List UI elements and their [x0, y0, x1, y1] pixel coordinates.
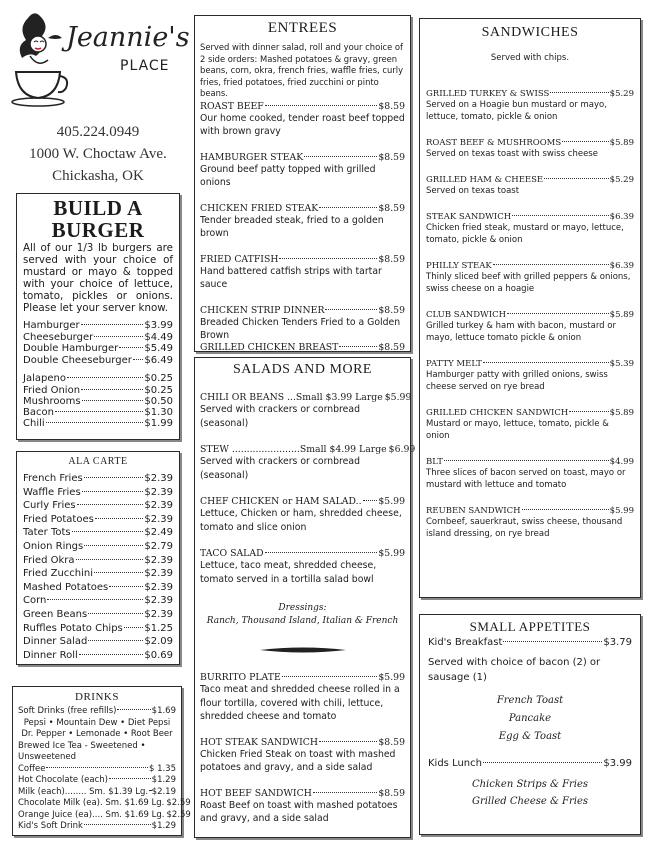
ala-carte-box — [16, 451, 180, 665]
menu-item-row — [23, 554, 173, 568]
salads-box — [194, 357, 416, 838]
menu-item-price: $2.49 — [144, 527, 173, 539]
menu-item-row — [18, 798, 191, 810]
drink-item — [18, 809, 191, 822]
lunch-options — [428, 776, 632, 810]
addon-item — [23, 418, 173, 429]
menu-item-price: $5.29 — [609, 175, 634, 185]
menu-item-name: STEW .......................Small $4.99 Large — [200, 444, 387, 455]
menu-item-name: HOT STEAK SANDWICH — [200, 736, 318, 748]
menu-item-description: Served with crackers or cornbread (seasonal) — [200, 456, 360, 481]
phone-number: 405.224.0949 — [56, 124, 140, 140]
menu-item-name: Dinner Salad — [23, 636, 88, 648]
menu-item-row — [200, 496, 405, 507]
menu-item-row — [23, 513, 173, 527]
menu-item-row — [23, 385, 173, 396]
menu-item-name: Onion Rings — [23, 540, 84, 552]
menu-item-description: Thinly sliced beef with grilled peppers & onions, swiss cheese on a hoagie — [426, 272, 631, 294]
menu-item-row — [23, 373, 173, 384]
ala-carte-item — [23, 594, 173, 608]
ala-carte-item — [23, 499, 173, 513]
menu-item-row — [426, 175, 634, 185]
sandwich-item — [426, 457, 634, 491]
menu-item-price: $2.59 — [166, 809, 191, 820]
breakfast-option: French Toast — [496, 695, 564, 706]
salads-list-2 — [200, 672, 405, 826]
menu-item-name: PHILLY STEAK — [426, 261, 492, 271]
drink-item — [18, 787, 176, 799]
lunch-option: Chicken Strips & Fries — [471, 779, 589, 790]
sandwich-item — [426, 359, 634, 393]
ala-carte-item — [23, 540, 173, 554]
menu-item-name: HAMBURGER STEAK — [200, 151, 304, 163]
menu-item-price: $4.49 — [144, 331, 173, 343]
menu-item-price: $2.39 — [144, 581, 173, 593]
menu-item-row — [18, 775, 176, 787]
menu-item-name: Double Cheeseburger — [23, 354, 132, 366]
menu-item-name: STEAK SANDWICH — [426, 212, 512, 222]
menu-item-price: $5.89 — [609, 408, 634, 418]
soft-drinks-list-2: Dr. Pepper • Lemonade • Root Beer — [21, 729, 173, 739]
menu-item-description: Hamburger patty with grilled onions, swiss cheese served on rye bread — [426, 370, 608, 392]
menu-item-name: ROAST BEEF & MUSHROOMS — [426, 138, 562, 148]
menu-item-row — [23, 418, 173, 429]
menu-item-description: Hand battered catfish strips with tartar sauce — [200, 265, 382, 290]
menu-item-row — [18, 787, 176, 799]
menu-item-name: Mushrooms — [23, 395, 81, 407]
menu-item-description: Chicken fried steak, mustard or mayo, lettuce, tomato, pickle & onion — [426, 223, 624, 245]
soft-drinks-price: $1.69 — [151, 706, 176, 716]
menu-item-price: $2.39 — [144, 486, 173, 498]
menu-item-name: Dinner Roll — [23, 649, 78, 661]
menu-item-description: Ground beef patty topped with grilled onions — [200, 163, 376, 188]
menu-item-name: Hamburger — [23, 320, 80, 331]
entrees-title: ENTREES — [267, 20, 338, 36]
menu-item-price: $0.25 — [144, 373, 173, 385]
ala-carte-item — [23, 554, 173, 568]
addon-item — [23, 396, 173, 407]
menu-item-price: $5.89 — [609, 310, 634, 320]
menu-item-price: $2.59 — [166, 798, 191, 808]
sandwich-item — [426, 408, 634, 442]
ala-carte-item — [23, 526, 173, 540]
ala-carte-list — [23, 472, 173, 662]
menu-item-price: $5.29 — [609, 89, 634, 99]
ala-carte-item — [23, 608, 173, 622]
menu-item-price: $2.39 — [144, 473, 173, 484]
entree-item — [200, 305, 405, 342]
build-title-line1: BUILD A — [53, 196, 143, 220]
menu-item-price: $0.69 — [144, 649, 173, 661]
ala-carte-item — [23, 486, 173, 500]
menu-item-name: Coffee — [18, 763, 46, 774]
menu-item-price: $8.59 — [378, 787, 405, 799]
salad-item — [200, 496, 405, 534]
addon-item — [23, 407, 173, 418]
menu-item-name: BURRITO PLATE — [200, 672, 281, 683]
menu-item-row — [23, 407, 173, 418]
menu-item-row — [23, 567, 173, 581]
ala-carte-item — [23, 472, 173, 486]
kids-lunch-row — [428, 758, 632, 769]
menu-item-price: $2.39 — [144, 595, 173, 607]
menu-item-price: $2.79 — [144, 540, 173, 552]
sandwich-item — [426, 506, 634, 540]
menu-item-price: $8.59 — [378, 304, 405, 316]
burger-item — [23, 355, 173, 367]
menu-item-row — [200, 203, 405, 214]
ala-carte-item — [23, 635, 173, 649]
menu-item-row — [426, 457, 634, 467]
menu-item-description: Mustard or mayo, lettuce, tomato, pickle & onion — [426, 419, 609, 441]
divider-ornament — [200, 639, 405, 658]
menu-item-row — [23, 635, 173, 649]
menu-item-row — [426, 138, 634, 148]
menu-item-row — [23, 396, 173, 407]
menu-item-price: $5.39 — [609, 359, 634, 369]
menu-item-price: $5.89 — [609, 138, 634, 148]
menu-item-description: Taco meat and shredded cheese rolled in a flour tortilla, covered with chili, lettuce, shredded cheese and tomato — [200, 684, 400, 722]
addon-item — [23, 385, 173, 396]
menu-item-row — [426, 506, 634, 516]
kids-breakfast-desc: Served with choice of bacon (2) or sausage (1) — [428, 657, 601, 683]
ala-carte-item — [23, 622, 173, 636]
menu-item-price: $2.39 — [144, 608, 173, 620]
menu-item-price: $5.99 — [378, 672, 405, 683]
menu-item-name: CHICKEN FRIED STEAK — [200, 202, 319, 214]
menu-item-price: $5.49 — [144, 343, 173, 355]
menu-item-name: Cheeseburger — [23, 331, 94, 343]
menu-item-name: Orange Juice (ea).... Sm. $1.69 Lg. — [18, 809, 165, 820]
menu-item-name: GRILLED HAM & CHEESE — [426, 175, 544, 185]
menu-item-price: $6.99 — [388, 444, 416, 455]
menu-item-price: $4.99 — [609, 457, 634, 467]
menu-item-description: Tender breaded steak, fried to a golden brown — [200, 214, 384, 239]
sandwich-item — [426, 261, 634, 295]
menu-item-description: Cornbeef, sauerkraut, swiss cheese, thousand island dressing, on rye bread — [426, 517, 623, 539]
menu-item-row — [426, 261, 634, 271]
entrees-box — [194, 15, 411, 352]
drinks-list — [18, 763, 191, 833]
plate-item — [200, 672, 405, 724]
tea-line: Brewed Ice Tea - Sweetened • Unsweetened — [18, 740, 146, 762]
kids-lunch-name: Kids Lunch — [428, 758, 482, 769]
sandwich-item — [426, 175, 634, 197]
menu-item-price: $6.39 — [609, 261, 634, 271]
menu-item-name: Kid's Soft Drink — [18, 821, 83, 831]
salad-item — [200, 444, 416, 482]
menu-item-row — [426, 408, 634, 418]
menu-item-description: Served on texas toast with swiss cheese — [426, 149, 598, 159]
menu-item-description: Lettuce, taco meat, shredded cheese, tomato served in a tortilla salad bowl — [200, 560, 377, 585]
ala-carte-item — [23, 649, 173, 663]
breakfast-option: Egg & Toast — [498, 731, 562, 742]
build-title-line2: BURGER — [51, 218, 145, 242]
menu-item-row — [23, 320, 173, 332]
menu-item-row — [200, 444, 416, 455]
menu-item-row — [23, 581, 173, 595]
entree-item — [200, 152, 405, 189]
menu-item-name: PATTY MELT — [426, 359, 482, 369]
menu-item-price: $1.29 — [151, 775, 176, 785]
burger-item — [23, 320, 173, 332]
salads-title: SALADS AND MORE — [233, 362, 372, 377]
menu-item-name: Green Beans — [23, 608, 88, 620]
menu-item-description: Our home cooked, tender roast beef topped with brown gravy — [200, 112, 405, 137]
entree-item — [200, 342, 405, 353]
menu-item-name: GRILLED CHICKEN BREAST — [200, 341, 339, 353]
menu-item-price: $8.59 — [378, 100, 405, 112]
kids-breakfast-row — [428, 637, 632, 648]
menu-item-row — [23, 332, 173, 344]
breakfast-options — [428, 692, 632, 746]
logo — [8, 8, 188, 108]
sandwich-item — [426, 212, 634, 246]
menu-item-price: $1.99 — [144, 418, 173, 430]
menu-item-row — [200, 305, 405, 316]
menu-item-price: $5.99 — [378, 548, 405, 559]
menu-item-price: $1.29 — [151, 821, 176, 831]
menu-item-name: REUBEN SANDWICH — [426, 506, 521, 516]
entree-item — [200, 254, 405, 291]
sandwiches-subtitle: Served with chips. — [490, 53, 570, 63]
menu-item-row — [23, 486, 173, 500]
menu-item-price: $0.50 — [144, 395, 173, 407]
menu-item-price: $2.19 — [151, 786, 176, 797]
menu-item-name: Fried Zucchini — [23, 568, 94, 580]
menu-item-row — [23, 622, 173, 636]
menu-item-price: $1.30 — [144, 406, 173, 418]
menu-item-name: CHILI OR BEANS ...Small $3.99 Large — [200, 392, 383, 403]
entrees-intro: Served with dinner salad, roll and your choice of 2 side orders: Mashed potatoes & gravy, green beans, corn, okra, french fries, waffle fries, curly fries, fried potatoes, fried zucchini or pinto beans. — [200, 42, 404, 98]
menu-item-price: $5.99 — [378, 496, 405, 507]
menu-item-row — [23, 526, 173, 540]
kids-breakfast-price: $3.79 — [603, 637, 632, 648]
menu-item-row — [200, 548, 405, 559]
menu-item-row — [18, 764, 176, 776]
menu-item-name: Tater Tots — [23, 527, 71, 539]
menu-item-name: CHICKEN STRIP DINNER — [200, 304, 325, 316]
build-a-burger-box — [16, 193, 180, 440]
menu-item-name: Curly Fries — [23, 500, 76, 512]
drink-item — [18, 798, 191, 810]
entrees-list — [200, 101, 405, 353]
menu-item-name: Jalapeno — [23, 373, 66, 385]
menu-item-row — [23, 540, 173, 554]
menu-item-price: $6.49 — [144, 354, 173, 366]
menu-item-name: Waffle Fries — [23, 486, 81, 498]
menu-item-row — [23, 472, 173, 486]
ala-carte-item — [23, 567, 173, 581]
salad-item — [200, 548, 405, 586]
menu-item-name: TACO SALAD — [200, 548, 264, 559]
menu-item-name: Fried Potatoes — [23, 513, 94, 525]
menu-item-row — [23, 594, 173, 608]
logo-name: Jeannie's — [66, 22, 190, 53]
plate-item — [200, 788, 405, 826]
menu-item-row — [426, 89, 634, 99]
city-state: Chickasha, OK — [52, 168, 144, 184]
menu-item-row — [200, 152, 405, 163]
small-appetites-box — [419, 614, 641, 835]
menu-item-price: $2.39 — [144, 568, 173, 580]
menu-item-price: $3.99 — [144, 320, 173, 331]
soft-drinks-list-1: Pepsi • Mountain Dew • Diet Pepsi — [23, 717, 171, 728]
ala-carte-item — [23, 513, 173, 527]
menu-item-row — [426, 212, 634, 222]
menu-item-name: Fried Okra — [23, 554, 75, 566]
breakfast-option: Pancake — [508, 713, 552, 724]
menu-item-name: Double Hamburger — [23, 343, 119, 355]
menu-item-name: BLT — [426, 457, 443, 467]
sandwiches-box — [419, 18, 641, 598]
lunch-option: Grilled Cheese & Fries — [471, 796, 589, 807]
menu-item-description: Chicken Fried Steak on toast with mashed potatoes and gravy, and a side salad — [200, 748, 396, 773]
salads-list — [200, 392, 416, 586]
kids-breakfast-name: Kid's Breakfast — [428, 637, 503, 648]
menu-item-row — [200, 101, 405, 112]
ala-carte-item — [23, 581, 173, 595]
soft-drinks-name: Soft Drinks (free refills) — [18, 706, 117, 716]
menu-item-row — [23, 499, 173, 513]
menu-item-price: $2.39 — [144, 554, 173, 566]
drink-item — [18, 764, 176, 776]
build-intro: All of our 1/3 lb burgers are served with your choice of mustard or mayo & topped with your choice of lettuce, tomato, pickles or onions. Please let your server know. — [23, 242, 173, 314]
menu-item-row — [18, 821, 176, 833]
menu-item-description: Three slices of bacon served on toast, mayo or mustard with lettuce and tomato — [426, 468, 626, 490]
drink-item — [18, 821, 176, 833]
menu-item-description: Served on a Hoagie bun mustard or mayo, lettuce, tomato, pickle & onion — [426, 100, 607, 122]
drink-item — [18, 775, 176, 787]
menu-item-name: Fried Onion — [23, 384, 81, 396]
entree-item — [200, 101, 405, 138]
sandwiches-title: SANDWICHES — [481, 25, 579, 40]
menu-item-row — [200, 342, 405, 353]
menu-item-price: $8.59 — [378, 151, 405, 163]
salad-item — [200, 392, 412, 430]
menu-item-price: $2.09 — [144, 636, 173, 648]
menu-item-row — [426, 359, 634, 369]
menu-item-row — [23, 649, 173, 663]
menu-item-name: GRILLED TURKEY & SWISS — [426, 89, 550, 99]
menu-item-price: $2.39 — [144, 513, 173, 525]
menu-item-row — [23, 608, 173, 622]
soft-drinks-row — [18, 706, 176, 718]
burger-item — [23, 343, 173, 355]
menu-item-row — [200, 737, 405, 748]
menu-item-name: CHEF CHICKEN or HAM SALAD.. — [200, 496, 362, 507]
logo-place: PLACE — [120, 58, 170, 74]
street-address: 1000 W. Choctaw Ave. — [29, 146, 167, 162]
contact-block — [8, 121, 188, 187]
menu-item-name: GRILLED CHICKEN SANDWICH — [426, 408, 569, 418]
menu-item-description: Served with crackers or cornbread (seasonal) — [200, 404, 360, 429]
menu-item-name: HOT BEEF SANDWICH — [200, 787, 312, 799]
dressings-title: Dressings: — [278, 603, 327, 613]
drinks-box — [12, 686, 191, 836]
dressings-list: Ranch, Thousand Island, Italian & French — [206, 616, 399, 626]
burger-item — [23, 332, 173, 344]
drinks-title: DRINKS — [75, 691, 119, 703]
menu-item-name: Milk (each)........ Sm. $1.39 Lg. — [18, 786, 149, 797]
menu-item-name: Corn — [23, 595, 47, 607]
menu-item-description: Served on texas toast — [426, 186, 520, 196]
menu-item-row — [426, 310, 634, 320]
menu-item-price: $2.39 — [144, 500, 173, 512]
menu-item-price: $ 1.35 — [148, 763, 176, 774]
menu-item-price: $1.25 — [144, 622, 173, 634]
sandwich-item — [426, 310, 634, 344]
menu-item-price: $8.59 — [378, 202, 405, 214]
menu-item-row — [200, 254, 405, 265]
menu-item-price: $5.99 — [384, 392, 412, 403]
menu-item-name: FRIED CATFISH — [200, 253, 279, 265]
kids-lunch-price: $3.99 — [603, 758, 632, 769]
menu-item-name: Chili — [23, 418, 45, 430]
sandwich-item — [426, 138, 634, 160]
menu-item-name: CLUB SANDWICH — [426, 310, 507, 320]
menu-item-name: French Fries — [23, 473, 83, 484]
menu-item-description: Breaded Chicken Tenders Fried to a Golden Brown — [200, 316, 401, 341]
menu-item-price: $5.99 — [609, 506, 634, 516]
menu-item-description: Grilled turkey & ham with bacon, mustard or mayo, lettuce tomato pickle & onion — [426, 321, 616, 343]
ala-carte-title: ALA CARTE — [68, 456, 128, 467]
menu-item-price: $6.39 — [609, 212, 634, 222]
sandwich-list — [426, 89, 634, 540]
menu-item-row — [23, 355, 173, 367]
menu-item-row — [200, 672, 405, 683]
menu-item-row — [18, 809, 191, 822]
addon-item — [23, 373, 173, 384]
menu-item-row — [200, 788, 405, 799]
menu-item-row — [200, 392, 412, 403]
menu-item-name: Mashed Potatoes — [23, 581, 109, 593]
plate-item — [200, 737, 405, 775]
menu-item-price: $8.59 — [378, 736, 405, 748]
menu-item-description: Roast Beef on toast with mashed potatoes and gravy, and a side salad — [200, 799, 398, 824]
menu-item-name: Hot Chocolate (each) — [18, 775, 108, 785]
menu-item-row — [23, 343, 173, 355]
burger-list — [23, 320, 173, 366]
appetites-title: SMALL APPETITES — [469, 619, 591, 634]
menu-item-name: Chocolate Milk (ea). Sm. $1.69 Lg. — [18, 798, 165, 808]
menu-item-name: Ruffles Potato Chips — [23, 622, 123, 634]
addon-list — [23, 373, 173, 429]
menu-item-price: $8.59 — [378, 341, 405, 353]
menu-item-description: Lettuce, Chicken or ham, shredded cheese, tomato and slice onion — [200, 508, 402, 533]
menu-item-price: $8.59 — [378, 253, 405, 265]
menu-item-name: Bacon — [23, 406, 54, 418]
menu-item-name: ROAST BEEF — [200, 100, 264, 112]
sandwich-item — [426, 89, 634, 123]
entree-item — [200, 203, 405, 240]
menu-item-price: $0.25 — [144, 384, 173, 396]
